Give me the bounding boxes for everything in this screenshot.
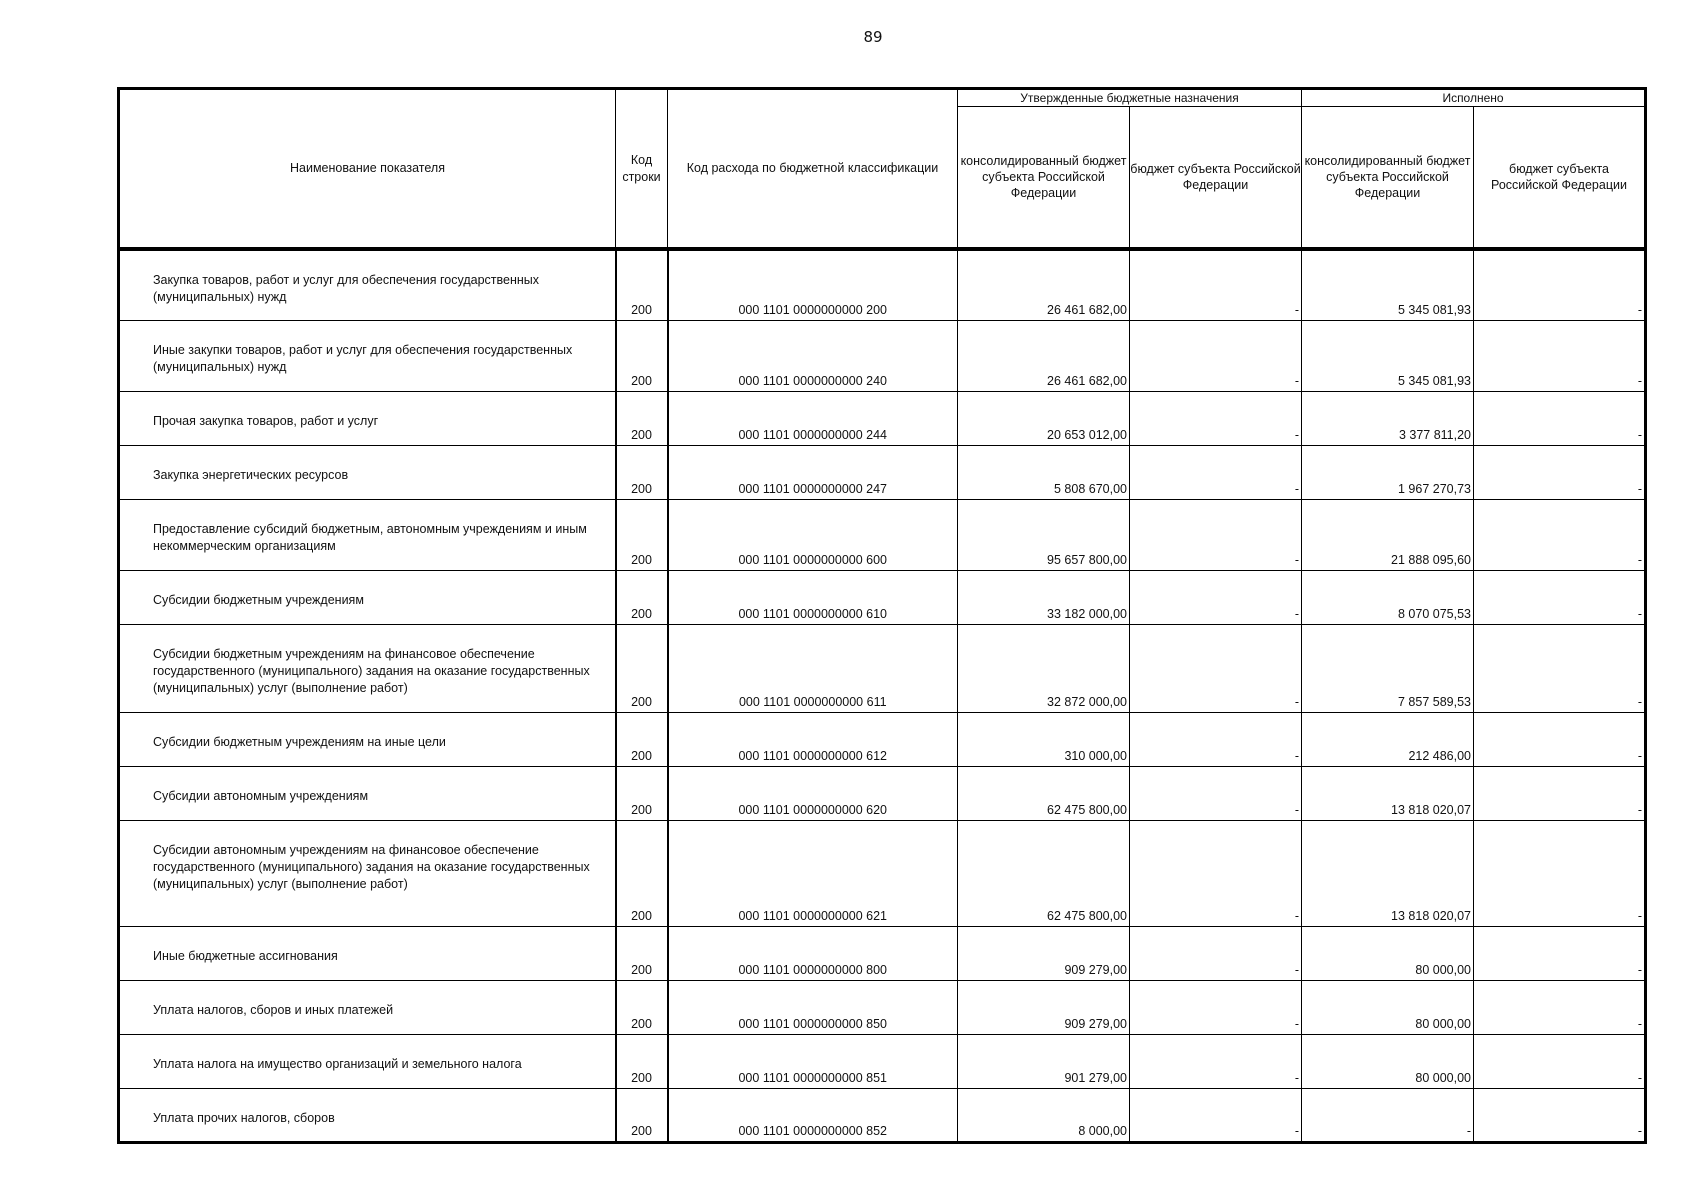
row-name: Субсидии бюджетным учреждениям xyxy=(119,570,616,624)
row-name: Иные закупки товаров, работ и услуг для обеспечения государственных (муниципальных) нужд xyxy=(119,320,616,391)
row-name: Субсидии бюджетным учреждениям на иные цели xyxy=(119,712,616,766)
table-header xyxy=(119,89,1646,250)
row-approved-consolidated: 20 653 012,00 xyxy=(958,391,1130,445)
row-code: 200 xyxy=(616,820,668,926)
row-executed-consolidated: 5 345 081,93 xyxy=(1302,320,1474,391)
table-row xyxy=(119,391,1646,445)
row-executed-consolidated: 3 377 811,20 xyxy=(1302,391,1474,445)
table-row xyxy=(119,249,1646,320)
row-approved-subject: - xyxy=(1130,766,1302,820)
row-executed-consolidated: 13 818 020,07 xyxy=(1302,766,1474,820)
row-executed-subject: - xyxy=(1474,249,1646,320)
row-name: Субсидии бюджетным учреждениям на финансовое обеспечение государственного (муниципального) задания на оказание государственных (муниципальных) услуг (выполнение работ) xyxy=(119,624,616,712)
page-number: 89 xyxy=(863,28,883,46)
row-executed-consolidated: 7 857 589,53 xyxy=(1302,624,1474,712)
budget-table xyxy=(117,87,1647,1144)
header-executed-subject: бюджет субъекта Российской Федерации xyxy=(1474,107,1646,250)
row-approved-subject: - xyxy=(1130,445,1302,499)
row-code: 200 xyxy=(616,980,668,1034)
row-approved-consolidated: 32 872 000,00 xyxy=(958,624,1130,712)
row-executed-consolidated: 80 000,00 xyxy=(1302,1034,1474,1088)
row-executed-subject: - xyxy=(1474,712,1646,766)
table-row xyxy=(119,926,1646,980)
row-name: Уплата прочих налогов, сборов xyxy=(119,1088,616,1142)
row-name: Прочая закупка товаров, работ и услуг xyxy=(119,391,616,445)
row-executed-subject: - xyxy=(1474,1034,1646,1088)
row-name: Предоставление субсидий бюджетным, автономным учреждениям и иным некоммерческим организациям xyxy=(119,499,616,570)
row-code: 200 xyxy=(616,320,668,391)
row-code: 200 xyxy=(616,499,668,570)
row-executed-subject: - xyxy=(1474,820,1646,926)
row-executed-subject: - xyxy=(1474,445,1646,499)
row-code: 200 xyxy=(616,712,668,766)
row-executed-subject: - xyxy=(1474,499,1646,570)
row-approved-consolidated: 62 475 800,00 xyxy=(958,820,1130,926)
row-budget-code: 000 1101 0000000000 620 xyxy=(668,766,958,820)
row-executed-consolidated: 8 070 075,53 xyxy=(1302,570,1474,624)
row-budget-code: 000 1101 0000000000 200 xyxy=(668,249,958,320)
row-approved-consolidated: 8 000,00 xyxy=(958,1088,1130,1142)
row-budget-code: 000 1101 0000000000 240 xyxy=(668,320,958,391)
row-executed-subject: - xyxy=(1474,570,1646,624)
row-executed-consolidated: 5 345 081,93 xyxy=(1302,249,1474,320)
row-name: Субсидии автономным учреждениям xyxy=(119,766,616,820)
row-budget-code: 000 1101 0000000000 611 xyxy=(668,624,958,712)
header-budget-code: Код расхода по бюджетной классификации xyxy=(668,89,958,250)
row-approved-subject: - xyxy=(1130,926,1302,980)
table-row xyxy=(119,766,1646,820)
row-code: 200 xyxy=(616,1088,668,1142)
row-code: 200 xyxy=(616,926,668,980)
row-name: Иные бюджетные ассигнования xyxy=(119,926,616,980)
row-code: 200 xyxy=(616,391,668,445)
row-code: 200 xyxy=(616,570,668,624)
row-executed-subject: - xyxy=(1474,320,1646,391)
table-row xyxy=(119,570,1646,624)
row-approved-consolidated: 310 000,00 xyxy=(958,712,1130,766)
row-code: 200 xyxy=(616,1034,668,1088)
row-approved-consolidated: 26 461 682,00 xyxy=(958,249,1130,320)
row-name: Субсидии автономным учреждениям на финансовое обеспечение государственного (муниципального) задания на оказание государственных (муниципальных) услуг (выполнение работ) xyxy=(119,820,616,926)
table-row xyxy=(119,820,1646,926)
row-approved-subject: - xyxy=(1130,249,1302,320)
row-approved-subject: - xyxy=(1130,712,1302,766)
table-row xyxy=(119,712,1646,766)
header-name: Наименование показателя xyxy=(119,89,616,250)
row-budget-code: 000 1101 0000000000 850 xyxy=(668,980,958,1034)
header-executed-consolidated: консолидированный бюджет субъекта Российской Федерации xyxy=(1302,107,1474,250)
row-executed-subject: - xyxy=(1474,391,1646,445)
row-executed-consolidated: 80 000,00 xyxy=(1302,926,1474,980)
row-approved-consolidated: 26 461 682,00 xyxy=(958,320,1130,391)
row-executed-subject: - xyxy=(1474,926,1646,980)
row-executed-subject: - xyxy=(1474,980,1646,1034)
row-approved-consolidated: 909 279,00 xyxy=(958,926,1130,980)
row-budget-code: 000 1101 0000000000 851 xyxy=(668,1034,958,1088)
row-executed-consolidated: 21 888 095,60 xyxy=(1302,499,1474,570)
row-approved-subject: - xyxy=(1130,624,1302,712)
row-budget-code: 000 1101 0000000000 247 xyxy=(668,445,958,499)
row-approved-subject: - xyxy=(1130,1088,1302,1142)
row-approved-subject: - xyxy=(1130,499,1302,570)
row-approved-subject: - xyxy=(1130,391,1302,445)
row-approved-consolidated: 95 657 800,00 xyxy=(958,499,1130,570)
row-executed-subject: - xyxy=(1474,766,1646,820)
row-code: 200 xyxy=(616,445,668,499)
header-row-code: Код строки xyxy=(616,89,668,250)
header-approved-subject: бюджет субъекта Российской Федерации xyxy=(1130,107,1302,250)
header-approved-consolidated: консолидированный бюджет субъекта Российской Федерации xyxy=(958,107,1130,250)
row-executed-consolidated: 13 818 020,07 xyxy=(1302,820,1474,926)
row-approved-subject: - xyxy=(1130,980,1302,1034)
row-budget-code: 000 1101 0000000000 621 xyxy=(668,820,958,926)
row-approved-consolidated: 5 808 670,00 xyxy=(958,445,1130,499)
row-executed-subject: - xyxy=(1474,1088,1646,1142)
row-executed-consolidated: - xyxy=(1302,1088,1474,1142)
row-budget-code: 000 1101 0000000000 610 xyxy=(668,570,958,624)
row-approved-subject: - xyxy=(1130,320,1302,391)
row-code: 200 xyxy=(616,766,668,820)
row-executed-consolidated: 212 486,00 xyxy=(1302,712,1474,766)
row-budget-code: 000 1101 0000000000 244 xyxy=(668,391,958,445)
row-name: Закупка товаров, работ и услуг для обеспечения государственных (муниципальных) нужд xyxy=(119,249,616,320)
table-row xyxy=(119,1088,1646,1142)
row-code: 200 xyxy=(616,249,668,320)
row-approved-consolidated: 62 475 800,00 xyxy=(958,766,1130,820)
row-approved-subject: - xyxy=(1130,570,1302,624)
header-approved-group: Утвержденные бюджетные назначения xyxy=(958,89,1302,107)
table-row xyxy=(119,445,1646,499)
table-row xyxy=(119,980,1646,1034)
row-budget-code: 000 1101 0000000000 800 xyxy=(668,926,958,980)
row-approved-consolidated: 33 182 000,00 xyxy=(958,570,1130,624)
row-budget-code: 000 1101 0000000000 612 xyxy=(668,712,958,766)
table-row xyxy=(119,624,1646,712)
row-name: Уплата налогов, сборов и иных платежей xyxy=(119,980,616,1034)
row-executed-subject: - xyxy=(1474,624,1646,712)
row-approved-subject: - xyxy=(1130,820,1302,926)
row-approved-consolidated: 901 279,00 xyxy=(958,1034,1130,1088)
row-executed-consolidated: 80 000,00 xyxy=(1302,980,1474,1034)
table-body xyxy=(119,249,1646,1142)
row-code: 200 xyxy=(616,624,668,712)
row-name: Уплата налога на имущество организаций и земельного налога xyxy=(119,1034,616,1088)
row-budget-code: 000 1101 0000000000 600 xyxy=(668,499,958,570)
row-name: Закупка энергетических ресурсов xyxy=(119,445,616,499)
table-row xyxy=(119,499,1646,570)
row-approved-consolidated: 909 279,00 xyxy=(958,980,1130,1034)
table-row xyxy=(119,1034,1646,1088)
row-approved-subject: - xyxy=(1130,1034,1302,1088)
row-budget-code: 000 1101 0000000000 852 xyxy=(668,1088,958,1142)
table-row xyxy=(119,320,1646,391)
row-executed-consolidated: 1 967 270,73 xyxy=(1302,445,1474,499)
header-executed-group: Исполнено xyxy=(1302,89,1646,107)
